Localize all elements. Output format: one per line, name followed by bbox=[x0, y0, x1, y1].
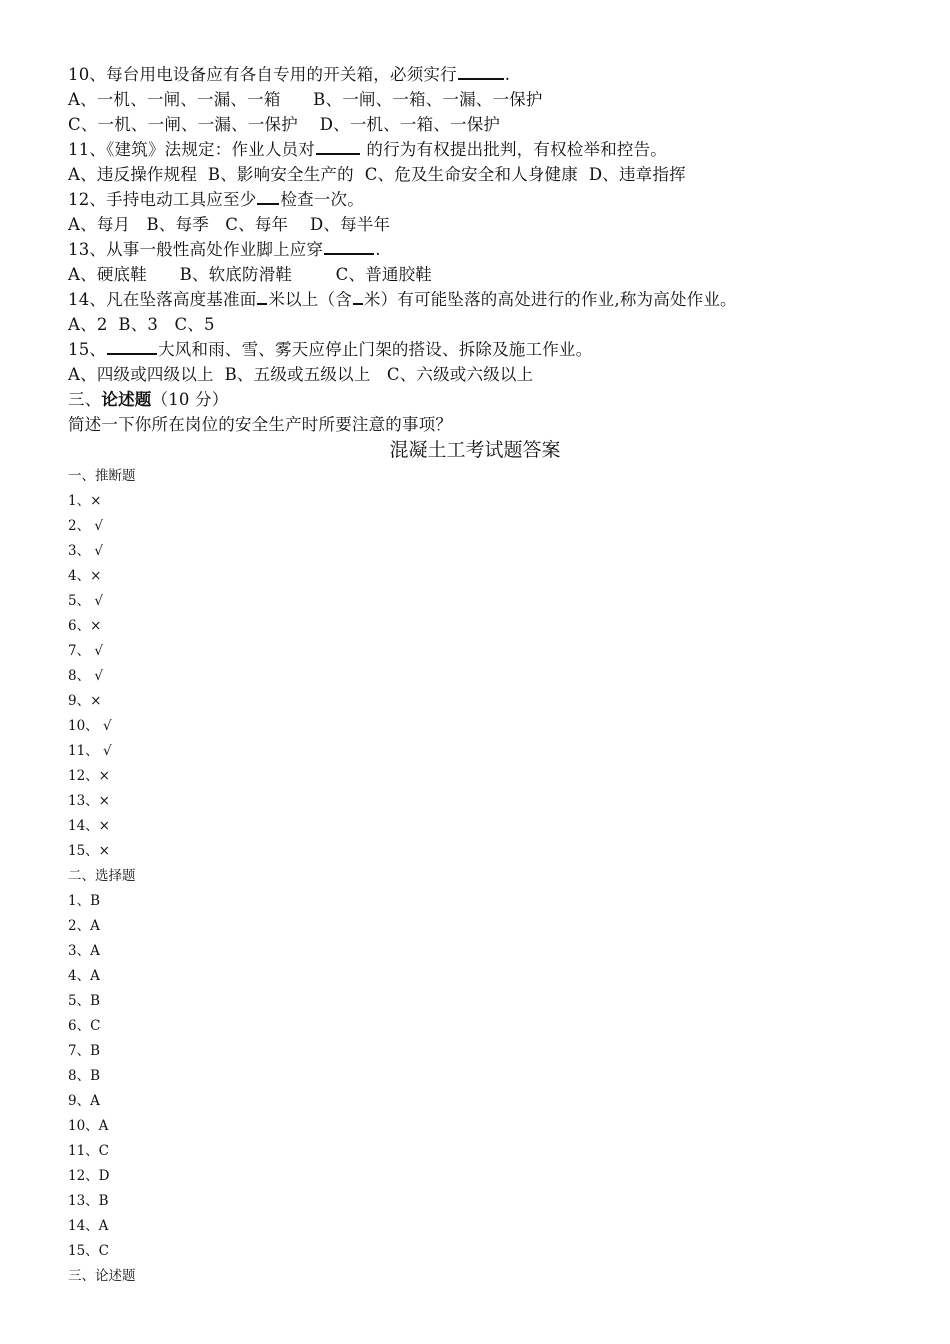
list-item: 15、C bbox=[68, 1243, 110, 1259]
section-3-heading bbox=[68, 387, 928, 412]
question-text: 12、手持电动工具应至少 bbox=[68, 190, 257, 209]
answer-blank bbox=[257, 189, 279, 205]
list-item: 8、B bbox=[68, 1068, 101, 1084]
list-item: 15、× bbox=[68, 843, 110, 859]
question-10-stem bbox=[68, 62, 928, 87]
answer-key-title: 混凝土工考试题答案 bbox=[389, 439, 561, 461]
list-item: 1、B bbox=[68, 893, 101, 909]
list-item: 3、 √ bbox=[68, 543, 103, 559]
answer-section-2-heading: 二、选择题 bbox=[68, 868, 136, 884]
question-14-options: A、2 B、3 C、5 bbox=[68, 315, 215, 334]
list-item: 6、× bbox=[68, 618, 102, 634]
question-text: 米以上（含 bbox=[268, 290, 352, 309]
question-text: 的行为有权提出批判，有权检举和控告。 bbox=[360, 140, 667, 159]
question-text: 11、《建筑》法规定：作业人员对 bbox=[68, 140, 315, 159]
list-item: 3、A bbox=[68, 943, 100, 959]
list-item: 4、A bbox=[68, 968, 100, 984]
question-text: 13、从事一般性高处作业脚上应穿 bbox=[68, 240, 324, 259]
list-item: 10、A bbox=[68, 1118, 109, 1134]
answer-section-2-list bbox=[68, 889, 928, 1264]
list-item: 13、× bbox=[68, 793, 110, 809]
answer-blank bbox=[257, 289, 267, 305]
question-12-options: A、每月 B、每季 C、每年 D、每半年 bbox=[68, 215, 391, 234]
question-13-options: A、硬底鞋 B、软底防滑鞋 C、普通胶鞋 bbox=[68, 265, 432, 284]
list-item: 14、A bbox=[68, 1218, 109, 1234]
list-item: 11、 √ bbox=[68, 743, 112, 759]
question-text: 大风和雨、雪、雾天应停止门架的搭设、拆除及施工作业。 bbox=[158, 340, 593, 359]
document-page bbox=[68, 62, 928, 1289]
list-item: 7、 √ bbox=[68, 643, 103, 659]
list-item: 11、C bbox=[68, 1143, 110, 1159]
answer-section-1-heading: 一、推断题 bbox=[68, 468, 136, 484]
question-12-stem bbox=[68, 187, 928, 212]
answer-section-1-list bbox=[68, 489, 928, 864]
answer-blank bbox=[353, 289, 363, 305]
list-item: 7、B bbox=[68, 1043, 101, 1059]
question-text: 米）有可能坠落的高处进行的作业,称为高处作业。 bbox=[363, 290, 737, 309]
list-item: 8、 √ bbox=[68, 668, 103, 684]
list-item: 14、× bbox=[68, 818, 110, 834]
answer-section-3-heading: 三、论述题 bbox=[68, 1268, 136, 1284]
list-item: 9、A bbox=[68, 1093, 100, 1109]
list-item: 12、× bbox=[68, 768, 110, 784]
list-item: 2、 √ bbox=[68, 518, 103, 534]
question-text: . bbox=[504, 65, 511, 84]
list-item: 5、 √ bbox=[68, 593, 103, 609]
answer-blank bbox=[316, 139, 360, 155]
question-text: 15、 bbox=[68, 340, 107, 359]
section-title: 论述题 bbox=[101, 390, 152, 409]
list-item: 2、A bbox=[68, 918, 100, 934]
list-item: 5、B bbox=[68, 993, 101, 1009]
question-text: 检查一次。 bbox=[280, 190, 364, 209]
list-item: 4、× bbox=[68, 568, 102, 584]
question-text: 10、每台用电设备应有各自专用的开关箱，必须实行 bbox=[68, 65, 457, 84]
section-points: （10 分） bbox=[151, 390, 229, 409]
list-item: 6、C bbox=[68, 1018, 101, 1034]
list-item: 9、× bbox=[68, 693, 102, 709]
question-text: . bbox=[375, 240, 381, 259]
question-11-stem bbox=[68, 137, 928, 162]
question-10-options-2: C、一机、一闸、一漏、一保护 D、一机、一箱、一保护 bbox=[68, 115, 501, 134]
question-13-stem bbox=[68, 237, 928, 262]
question-10-options-1: A、一机、一闸、一漏、一箱 B、一闸、一箱、一漏、一保护 bbox=[68, 90, 543, 109]
answer-blank bbox=[107, 339, 157, 355]
section-3-prompt: 简述一下你所在岗位的安全生产时所要注意的事项？ bbox=[68, 415, 453, 434]
list-item: 13、B bbox=[68, 1193, 109, 1209]
answer-blank bbox=[324, 239, 374, 255]
list-item: 1、× bbox=[68, 493, 102, 509]
question-14-stem bbox=[68, 287, 928, 312]
question-15-stem bbox=[68, 337, 928, 362]
question-15-options: A、四级或四级以上 B、五级或五级以上 C、六级或六级以上 bbox=[68, 365, 534, 384]
question-text: 14、凡在坠落高度基准面 bbox=[68, 290, 257, 309]
list-item: 12、D bbox=[68, 1168, 110, 1184]
list-item: 10、 √ bbox=[68, 718, 112, 734]
section-prefix: 三、 bbox=[68, 390, 102, 409]
question-11-options: A、违反操作规程 B、影响安全生产的 C、危及生命安全和人身健康 D、违章指挥 bbox=[68, 165, 686, 184]
answer-blank bbox=[458, 64, 504, 80]
